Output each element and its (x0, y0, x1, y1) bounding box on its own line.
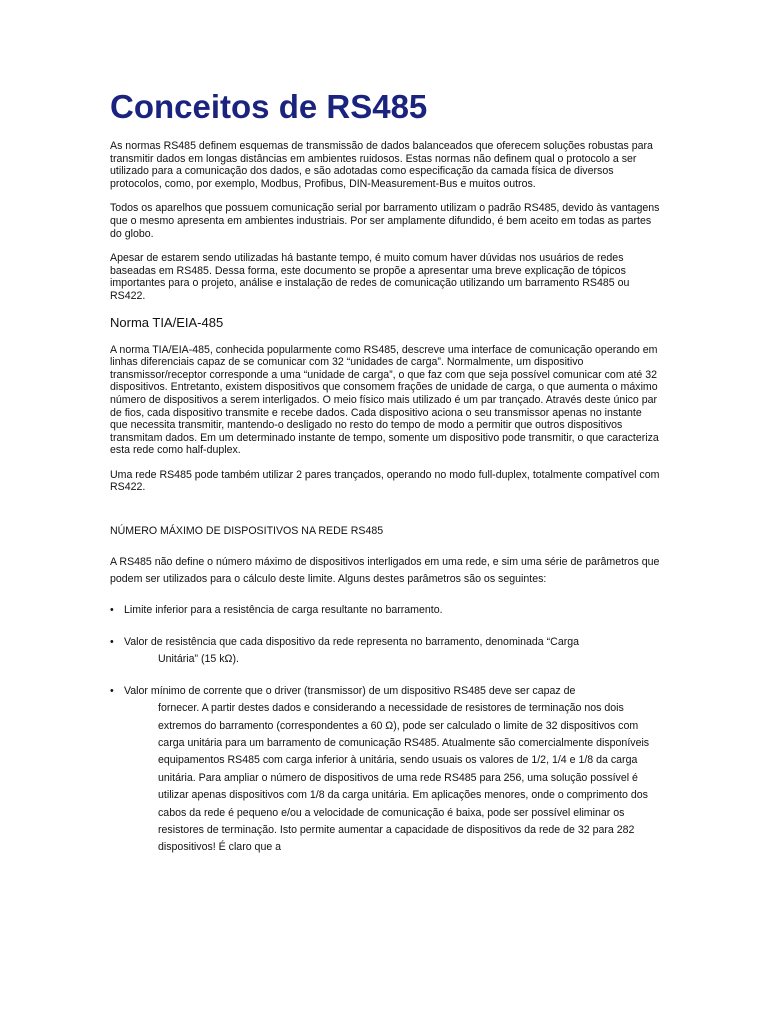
bullet-icon: • (110, 604, 114, 617)
list-item-continuation: fornecer. A partir destes dados e considerando a necessidade de resistores de terminação nos dois extremos do barramento (correspondentes a 60 Ω), pode ser calculado o limite de 32 dispositivos com carga unitária para um barramento de comunicação RS485. Atualmente são comercialmente disponíveis equipamentos RS485 com carga inferior à unitária, sendo usuais os valores de 1/2, 1/4 e 1/8 da carga unitária. Para ampliar o número de dispositivos de uma rede RS485 para 256, uma solução possível é utilizar apenas dispositivos com 1/8 da carga unitária. Em aplicações menores, onde o comprimento dos cabos da rede é pequeno e/ou a velocidade de comunicação é baixa, pode ser possível eliminar os resistores de terminação. Isto permite aumentar a capacidade de dispositivos da rede de 32 para 282 dispositivos! É claro que a (158, 702, 650, 854)
bullet-icon: • (110, 635, 114, 648)
section-paragraph-2: Uma rede RS485 pode também utilizar 2 pares trançados, operando no modo full-duplex, totalmente compatível com RS422. (110, 468, 660, 494)
bullet-icon: • (110, 684, 114, 697)
section-heading: Norma TIA/EIA-485 (110, 314, 224, 330)
intro-paragraph-2: Todos os aparelhos que possuem comunicação serial por barramento utilizam o padrão RS485, devido às vantagens que o mesmo apresenta em ambientes industriais. Por ser amplamente difundido, é bem aceito em todas as partes do globo. (110, 202, 660, 240)
intro-paragraph-1: As normas RS485 definem esquemas de transmissão de dados balanceados que oferecem soluções robustas para transmitir dados em longas distâncias em ambientes ruidosos. Estas normas não definem qual o protocolo a ser utilizado para a comunicação dos dados, e são adotadas como especificação da camada física de diversos protocolos, como, por exemplo, Modbus, Profibus, DIN-Measurement-Bus e muitos outros. (110, 140, 653, 190)
list-item-lead: Valor de resistência que cada dispositivo da rede representa no barramento, denominada “Carga (124, 635, 580, 648)
list-item-lead: Limite inferior para a resistência de carga resultante no barramento. (124, 604, 443, 617)
list-item-lead: Valor mínimo de corrente que o driver (transmissor) de um dispositivo RS485 deve ser capaz de (124, 684, 576, 697)
caps-paragraph: A RS485 não define o número máximo de dispositivos interligados em uma rede, e sim uma série de parâmetros que podem ser utilizados para o cálculo deste limite. Alguns destes parâmetros são os seguintes: (110, 556, 660, 586)
list-item (110, 683, 662, 857)
list-item (110, 602, 662, 619)
page-title: Conceitos de RS485 (110, 88, 428, 125)
document-page (110, 88, 662, 871)
caps-heading: NÚMERO MÁXIMO DE DISPOSITIVOS NA REDE RS485 (110, 525, 384, 538)
list-item-continuation: Unitária” (15 kΩ). (158, 653, 239, 666)
section-paragraph-1: A norma TIA/EIA-485, conhecida popularmente como RS485, descreve uma interface de comunicação operando em linhas diferenciais capaz de se comunicar com 32 “unidades de carga”. Normalmente, um dispositivo transmissor/receptor corresponde a uma “unidade de carga”, o que faz com que seja possível comunicar com até 32 dispositivos. Entretanto, existem dispositivos que consomem frações de unidade de carga, o que aumenta o máximo número de dispositivos a serem interligados. O meio físico mais utilizado é um par trançado. Através deste único par de fios, cada dispositivo transmite e recebe dados. Cada dispositivo aciona o seu transmissor apenas no instante que necessita transmitir, mantendo-o desligado no resto do tempo de modo a permitir que outros dispositivos transmitam dados. Em um determinado instante de tempo, somente um dispositivo pode transmitir, o que caracteriza esta rede como half-duplex. (110, 343, 659, 457)
intro-paragraph-3: Apesar de estarem sendo utilizadas há bastante tempo, é muito comum haver dúvidas nos usuários de redes baseadas em RS485. Dessa forma, este documento se propõe a apresentar uma breve explicação de tópicos importantes para o projeto, análise e instalação de redes de comunicação utilizando um barramento RS485 ou RS422. (110, 252, 630, 302)
list-item (110, 634, 662, 669)
